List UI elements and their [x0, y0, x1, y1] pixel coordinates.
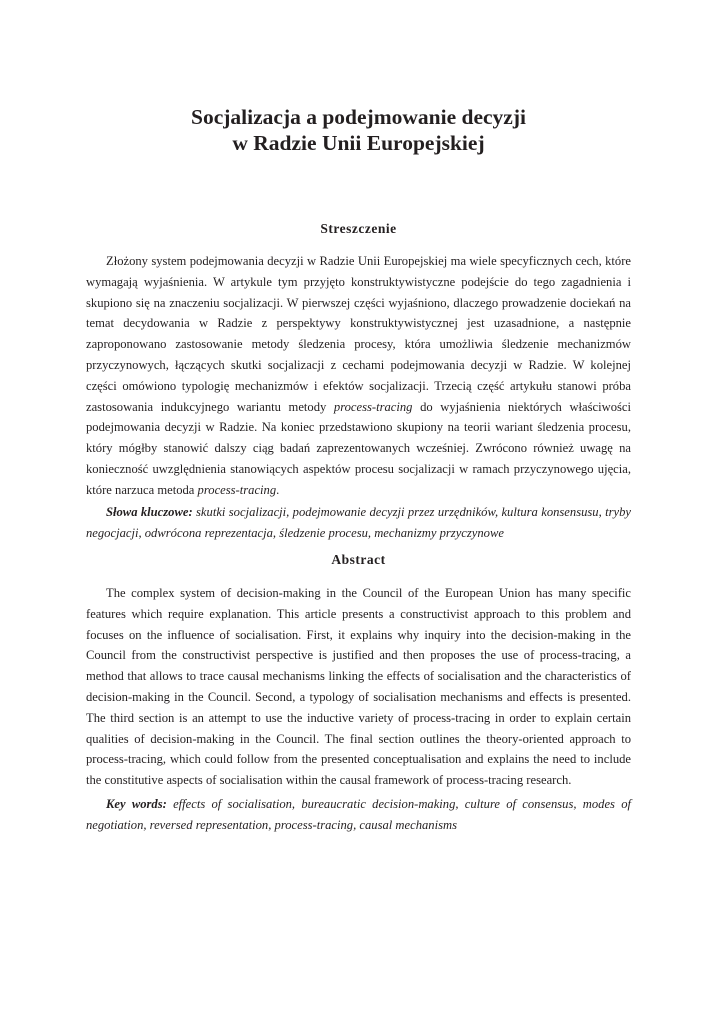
abstract-heading: Abstract — [331, 552, 386, 567]
key-words-label: Key words: — [106, 797, 167, 811]
title-line-1: Socjalizacja a podejmowanie decyzji — [191, 105, 526, 129]
streszczenie-text-1: Złożony system podejmowania decyzji w Radzie Unii Europejskiej ma wiele specyficznych cech, które wymagają wyjaśnienia. W artykule tym przyjęto konstruktywistyczne podejście do tego zagadnienia i skupiono się na znaczeniu socjalizacji. W pierwszej części wyjaśniono, dlaczego prowadzenie dociekań na temat decydowania w Radzie z perspektywy konstruktywistycznej jest uzasadnione, a następnie zaproponowano zastosowanie metody śledzenia procesy, która umożliwia śledzenie mechanizmów przyczynowych, łączących skutki socjalizacji z cechami podejmowania decyzji w Radzie. W kolejnej części omówiono typologię mechanizmów i efektów socjalizacji. Trzecią część artykułu stanowi próba zastosowania indukcyjnego wariantu metody — [86, 254, 631, 414]
key-words-text: effects of socialisation, bureaucratic decision-making, culture of consensus, modes of negotiation, reversed representation, process-tracing, causal mechanisms — [86, 797, 631, 832]
streszczenie-heading: Streszczenie — [320, 221, 397, 236]
streszczenie-term-process-tracing: process-tracing — [333, 399, 413, 414]
streszczenie-term-process-tracing-2: process-tracing — [197, 482, 277, 497]
title-line-2: w Radzie Unii Europejskiej — [232, 131, 485, 155]
slowa-kluczowe-text: skutki socjalizacji, podejmowanie decyzji przez urzędników, kultura konsensusu, tryby negocjacji, odwrócona reprezentacja, śledzenie procesu, mechanizmy przyczynowe — [86, 505, 631, 540]
abstract-paragraph: The complex system of decision-making in the Council of the European Union has many specific features which require explanation. This article presents a constructivist approach to this problem and focuses on the influence of socialisation. First, it explains why inquiry into the decision-making in the Council from the constructivist perspective is justified and then proposes the use of process-tracing, a method that allows to trace causal mechanisms linking the effects of socialisation and the characteristics of decision-making in the Council. Second, a typology of socialisation mechanisms and effects is presented. The third section is an attempt to use the inductive variety of process-tracing in order to explain certain qualities of decision-making in the Council. The final section outlines the theory-oriented approach to process-tracing, which could follow from the presented conceptualisation and explains the need to include the constitutive aspects of socialisation within the causal framework of process-tracing research. — [86, 586, 631, 788]
page-title — [86, 104, 631, 156]
streszczenie-text-3: . — [276, 482, 280, 497]
slowa-kluczowe-label: Słowa kluczowe: — [106, 505, 193, 519]
key-words-paragraph — [86, 794, 631, 836]
streszczenie-paragraph — [86, 251, 631, 501]
streszczenie-text-2: do wyjaśnienia niektórych właściwości podejmowania decyzji w Radzie. Na koniec przedstawiono skupiony na teorii wariant śledzenia procesu, który mógłby stanowić dalszy ciąg badań zaprezentowanych wcześniej. Zwrócono również uwagę na konieczność uwzględnienia stanowiących aspektów procesu socjalizacji w ramach przyczynowego ujęcia, które narzuca metoda — [86, 399, 631, 497]
slowa-kluczowe-paragraph — [86, 502, 631, 544]
